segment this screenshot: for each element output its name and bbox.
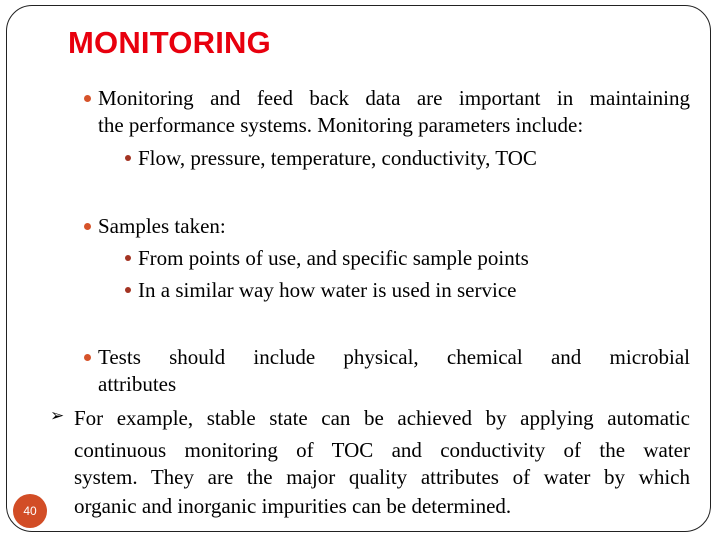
sub-bullet-text: In a similar way how water is used in service [138, 278, 517, 302]
sub-bullet-text: Flow, pressure, temperature, conductivity, TOC [138, 146, 537, 170]
sub-bullet-icon [125, 155, 131, 161]
arrow-text: system. They are the major quality attributes of water by which [74, 465, 690, 489]
bullet-icon [84, 223, 91, 230]
sub-bullet-icon [125, 255, 131, 261]
bullet-icon [84, 95, 91, 102]
arrow-text: organic and inorganic impurities can be determined. [74, 494, 512, 518]
bullet-text: attributes [98, 372, 177, 396]
bullet-icon [84, 354, 91, 361]
page-number-badge: 40 [13, 494, 47, 528]
arrow-bullet-icon: ➢ [50, 406, 65, 425]
bullet-text: Monitoring and feed back data are important in maintaining [98, 86, 690, 110]
slide-title: MONITORING [68, 25, 271, 60]
bullet-text: the performance systems. Monitoring parameters include: [98, 113, 584, 137]
arrow-text: For example, stable state can be achieved by applying automatic [74, 406, 690, 430]
arrow-text: continuous monitoring of TOC and conductivity of the water [74, 438, 690, 462]
bullet-text: Tests should include physical, chemical and microbial [98, 345, 690, 369]
bullet-text: Samples taken: [98, 214, 226, 238]
sub-bullet-icon [125, 287, 131, 293]
sub-bullet-text: From points of use, and specific sample points [138, 246, 529, 270]
